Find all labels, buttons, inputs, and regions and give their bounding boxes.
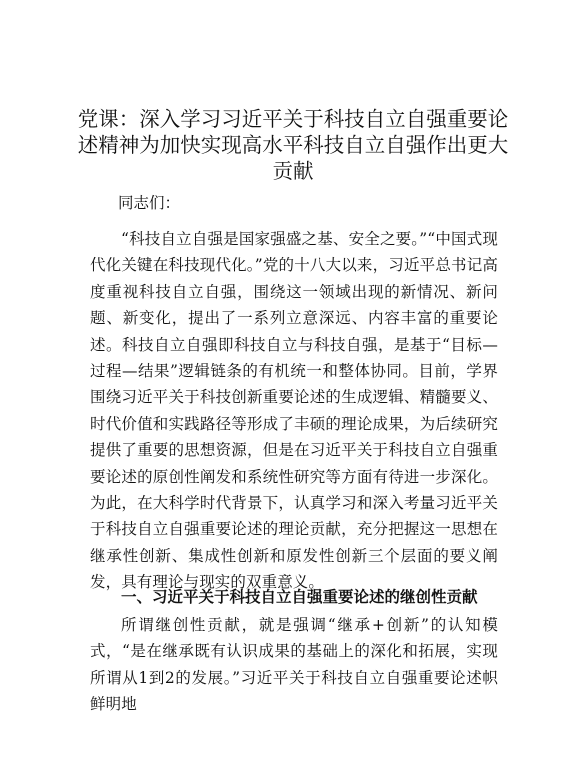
- body-paragraph-2: 所谓继创性贡献，就是强调“继承+创新”的认知模式，“是在继承既有认识成果的基础上的深化和拓展，实现所谓从1到2的发展。”习近平关于科技自立自强重要论述帜鲜明地: [90, 616, 498, 714]
- document-title: 党课：深入学习习近平关于科技自立自强重要论述精神为加快实现高水平科技自立自强作出更大贡献: [77, 107, 509, 183]
- body-paragraph-1: “科技自立自强是国家强盛之基、安全之要。”“中国式现代化关键在科技现代化。”党的十八大以来，习近平总书记高度重视科技自立自强，围绕这一领域出现的新情况、新问题、新变化，提出了一系列立意深远、内容丰富的重要论述。科技自立自强即科技自立与科技自强，是基于“目标—过程—结果”逻辑链条的有机统一和整体协同。目前，学界围绕习近平关于科技创新重要论述的生成逻辑、精髓要义、时代价值和实践路径等形成了丰硕的理论成果，为后续研究提供了重要的思想资源，但是在习近平关于科技自立自强重要论述的原创性阐发和系统性研究等方面有待进一步深化。为此，在大科学时代背景下，认真学习和深入考量习近平关于科技自立自强重要论述的理论贡献，充分把握这一思想在继承性创新、集成性创新和原发性创新三个层面的要义阐发，具有理论与现实的双重意义。: [90, 230, 498, 592]
- section-heading-1: 一、习近平关于科技自立自强重要论述的继创性贡献: [121, 587, 478, 606]
- greeting: 同志们：: [118, 194, 181, 212]
